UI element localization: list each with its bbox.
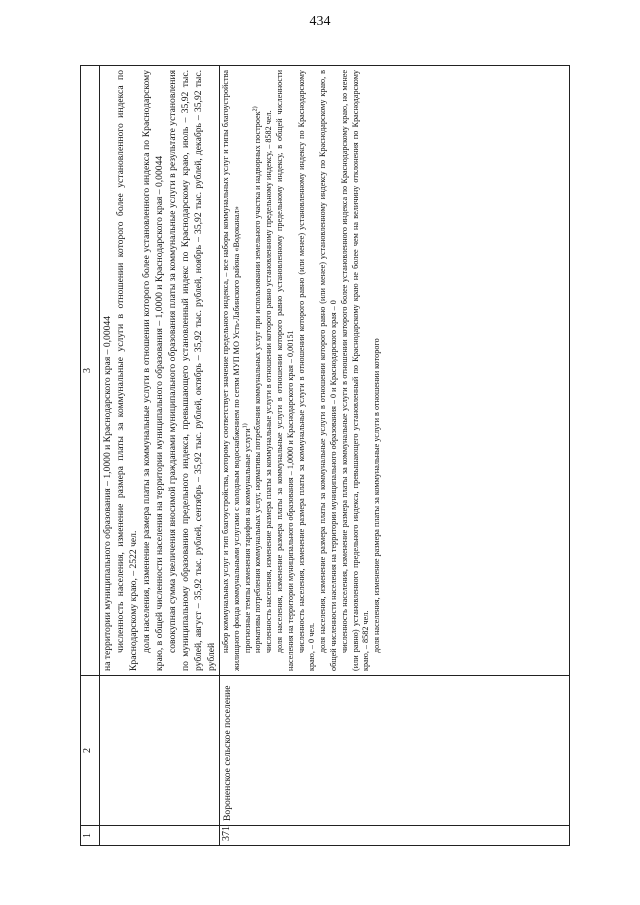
row-paragraph: набор коммунальных услуг и тип благоустройства, которому соответствует значение предельного индекса, – все наборы коммунальных услуг и типы благоустройства жилищного фонда коммунальными услугами с холодным водоснабжением по сетям МУП МО Усть-Лабинского района «Водоканал» — [221, 70, 241, 671]
table-row — [220, 66, 570, 846]
rotated-table-container — [80, 66, 570, 846]
continuation-content-cell — [100, 66, 220, 676]
document-table — [80, 65, 570, 846]
row-number: 371 — [220, 826, 570, 846]
row-paragraph: численность населения, изменение размера платы за коммунальные услуги в отношении которого равно установленному предельному индексу, – 8582 чел. — [264, 110, 274, 653]
settlement-name: Вороненское сельское поселение — [220, 676, 570, 826]
continuation-name-cell — [100, 676, 220, 826]
continuation-number-cell — [100, 826, 220, 846]
continuation-line: на территории муниципального образования – 1,0000 и Краснодарского края – 0,00044 — [102, 315, 113, 671]
continuation-row — [100, 66, 220, 846]
row-paragraph: доля населения, изменение размера платы за коммунальные услуги в отношении которого равно установленному предельному индексу, в общей численности населения на территории муниципального образования – 1,0000 и Краснодарского края – 0,00151 — [274, 70, 295, 671]
footnote-mark: 2) — [252, 106, 259, 112]
column-header-1: 1 — [81, 826, 100, 846]
row-paragraph: доля населения, изменение размера платы за коммунальные услуги в отношении которого равно (или менее) установленному индексу по Краснодарскому краю, в общей численности населения на территории муниципального образования – 0 и Краснодарского края – 0 — [318, 70, 338, 671]
row-content-cell — [220, 66, 570, 676]
continuation-line: численность населения, изменение размера платы за коммунальные услуги в отношении которого более установленного индекса по Краснодарскому краю, – 2522 чел. — [115, 70, 139, 671]
row-paragraph: численность населения, изменение размера платы за коммунальные услуги в отношении которого более установленного индекса по Краснодарскому краю, но менее (или равно) установленного предельного индекса, превышающего установленный по Краснодарскому краю не более чем на величину отклонения по Краснодарскому краю, – 8582 чел. — [339, 70, 371, 671]
page-number: 434 — [309, 14, 331, 29]
row-paragraph: доля населения, изменение размера платы за коммунальные услуги в отношении которого — [372, 338, 382, 653]
row-paragraph: численность населения, изменение размера платы за коммунальные услуги в отношении которого равно (или менее) установленному индексу по Краснодарскому краю, – 0 чел. — [296, 70, 317, 671]
column-header-3: 3 — [81, 66, 100, 676]
row-paragraph-text: прогнозные темпы изменения тарифов на коммунальные услуги — [242, 428, 252, 653]
footnote-mark: 1) — [241, 423, 248, 429]
row-paragraph — [253, 70, 264, 671]
table-header-row — [81, 66, 100, 846]
continuation-line: совокупная сумма увеличения вносимой гражданами муниципального образования платы за коммунальные услуги в результате установления по муниципальному образованию предельного индекса, превышающего установленный индекс по Краснодарскому краю, июль – 35,92 тыс. рублей, август – 35,92 тыс. рублей, сентябрь – 35,92 тыс. рублей, октябрь – 35,92 тыс. рублей, ноябрь – 35,92 тыс. рублей, декабрь – 35,92 тыс. рублей — [167, 70, 217, 671]
column-header-2: 2 — [81, 676, 100, 826]
row-paragraph — [243, 70, 254, 671]
row-paragraph-text: нормативы потребления коммунальных услуг, нормативы потребления коммунальных услуг при использовании земельного участка и надворных построек — [253, 111, 263, 653]
continuation-line: доля населения, изменение размера платы за коммунальные услуги в отношении которого более установленного индекса по Краснодарскому краю, в общей численности населения на территории муниципального образования – 1,0000 и Краснодарского края – 0,00044 — [141, 70, 165, 671]
